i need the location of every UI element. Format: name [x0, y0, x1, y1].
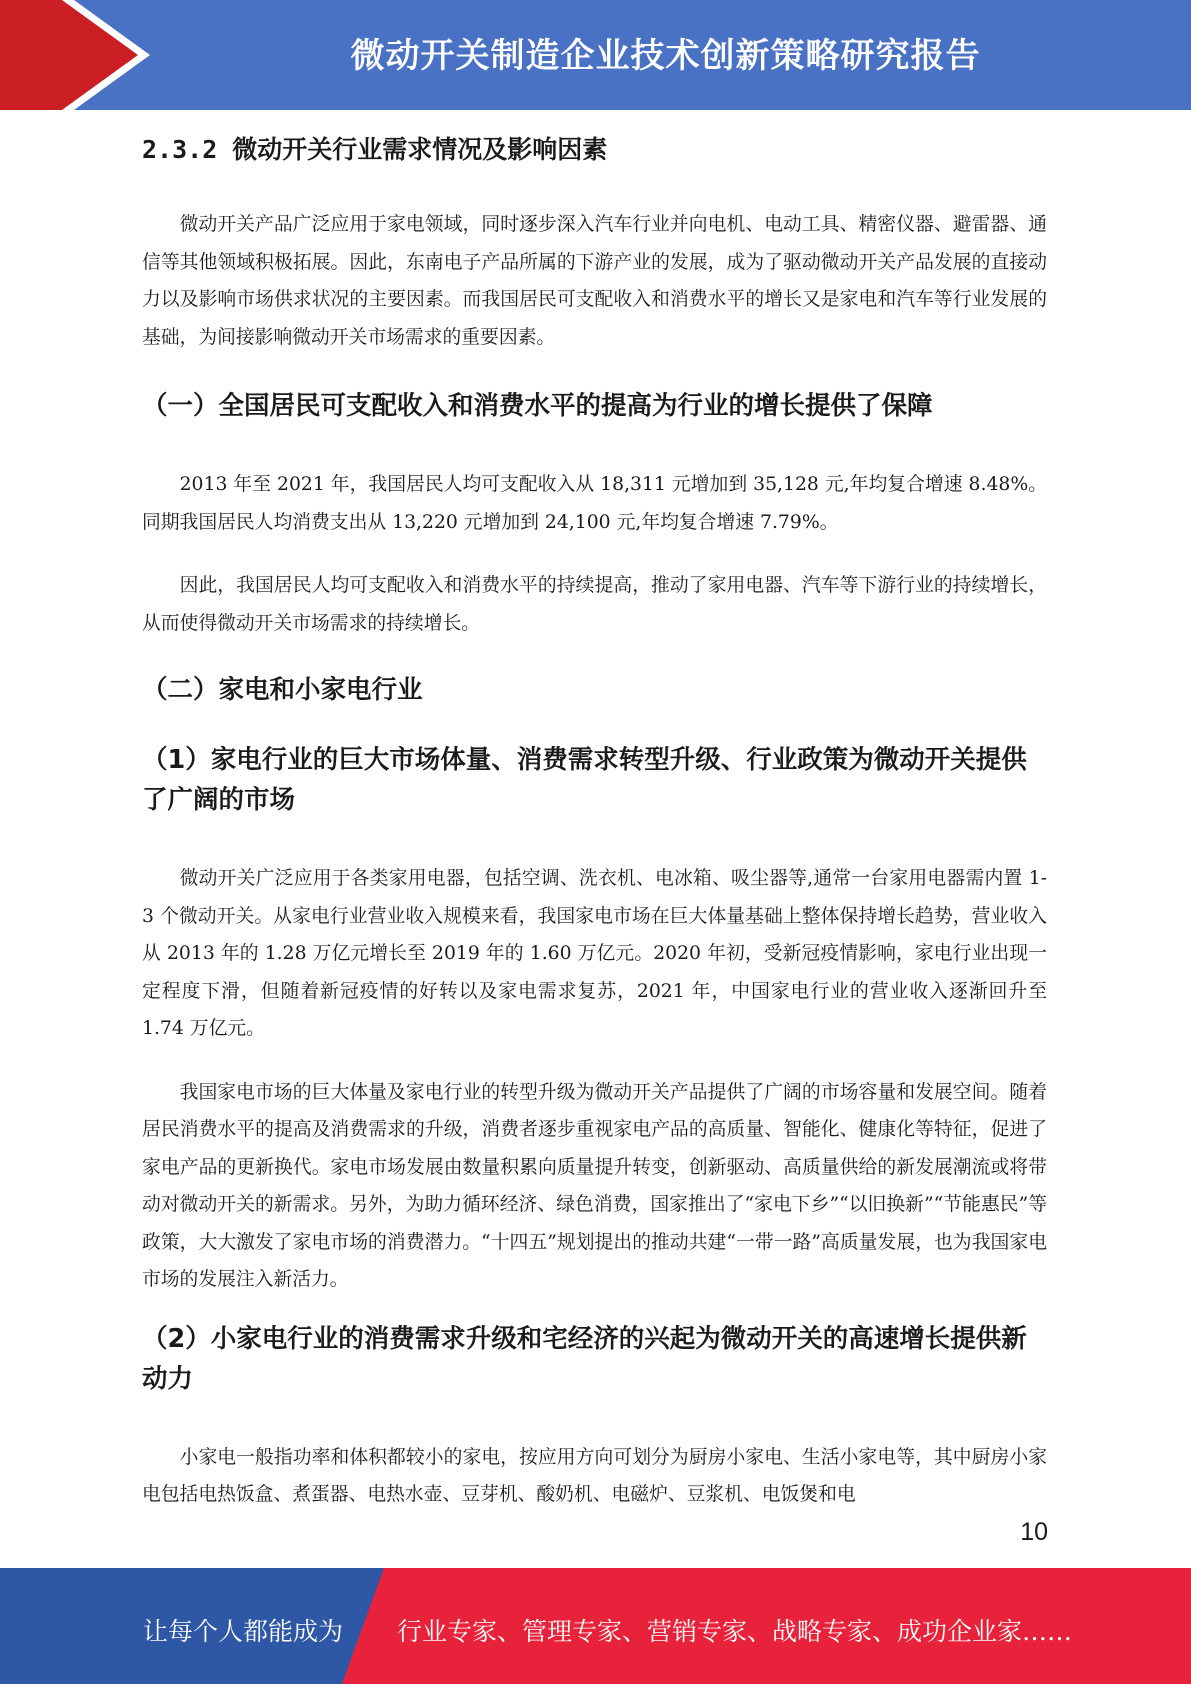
footer-slogan-right: 行业专家、管理专家、营销专家、战略专家、成功企业家…… — [397, 1617, 1073, 1646]
part1-paragraph-2: 因此，我国居民人均可支配收入和消费水平的持续提高，推动了家用电器、汽车等下游行业的持续增长，从而使得微动开关市场需求的持续增长。 — [142, 575, 1047, 634]
page-content — [142, 118, 1047, 1514]
part2-sub1-paragraph-1: 微动开关广泛应用于各类家用电器，包括空调、洗衣机、电冰箱、吸尘器等,通常一台家用电器需内置 1-3 个微动开关。从家电行业营业收入规模来看，我国家电市场在巨大体量基础上整体保持增长趋势，营业收入从 2013 年的 1.28 万亿元增长至 2019 年的 1.60 万亿元。2020 年初，受新冠疫情影响，家电行业出现一定程度下滑，但随着新冠疫情的好转以及家电需求复苏，2021 年，中国家电行业的营业收入逐渐回升至 1.74 万亿元。 — [142, 868, 1047, 1039]
header-band — [0, 0, 1191, 110]
footer-band — [0, 1568, 1191, 1684]
chevron-arrow-icon — [0, 0, 150, 110]
section-heading: 2.3.2 微动开关行业需求情况及影响因素 — [142, 135, 608, 164]
footer-slogan-left: 让每个人都能成为 — [143, 1617, 344, 1646]
part2-heading: （二）家电和小家电行业 — [142, 675, 423, 705]
part1-heading: （一）全国居民可支配收入和消费水平的提高为行业的增长提供了保障 — [142, 391, 933, 421]
part2-sub1-paragraph-2: 我国家电市场的巨大体量及家电行业的转型升级为微动开关产品提供了广阔的市场容量和发展空间。随着居民消费水平的提高及消费需求的升级，消费者逐步重视家电产品的高质量、智能化、健康化等特征，促进了家电产品的更新换代。家电市场发展由数量积累向质量提升转变，创新驱动、高质量供给的新发展潮流或将带动对微动开关的新需求。另外，为助力循环经济、绿色消费，国家推出了“家电下乡”“以旧换新”“节能惠民”等政策，大大激发了家电市场的消费潜力。“十四五”规划提出的推动共建“一带一路”高质量发展，也为我国家电市场的发展注入新活力。 — [142, 1081, 1047, 1290]
part1-paragraph-1: 2013 年至 2021 年，我国居民人均可支配收入从 18,311 元增加到 35,128 元,年均复合增速 8.48%。同期我国居民人均消费支出从 13,220 元增加到 24,100 元,年均复合增速 7.79%。 — [142, 474, 1047, 533]
part2-sub2-heading: （2）小家电行业的消费需求升级和宅经济的兴起为微动开关的高速增长提供新动力 — [142, 1323, 1027, 1394]
report-title: 微动开关制造企业技术创新策略研究报告 — [350, 36, 981, 76]
intro-paragraph: 微动开关产品广泛应用于家电领域，同时逐步深入汽车行业并向电机、电动工具、精密仪器、避雷器、通信等其他领域积极拓展。因此，东南电子产品所属的下游产业的发展，成为了驱动微动开关产品发展的直接动力以及影响市场供求状况的主要因素。而我国居民可支配收入和消费水平的增长又是家电和汽车等行业发展的基础，为间接影响微动开关市场需求的重要因素。 — [142, 214, 1047, 348]
part2-sub2-paragraph-1: 小家电一般指功率和体积都较小的家电，按应用方向可划分为厨房小家电、生活小家电等，其中厨房小家电包括电热饭盒、煮蛋器、电热水壶、豆芽机、酸奶机、电磁炉、豆浆机、电饭煲和电 — [142, 1446, 1047, 1505]
part2-sub1-heading: （1）家电行业的巨大市场体量、消费需求转型升级、行业政策为微动开关提供了广阔的市场 — [142, 745, 1027, 815]
page-number: 10 — [1020, 1518, 1048, 1546]
